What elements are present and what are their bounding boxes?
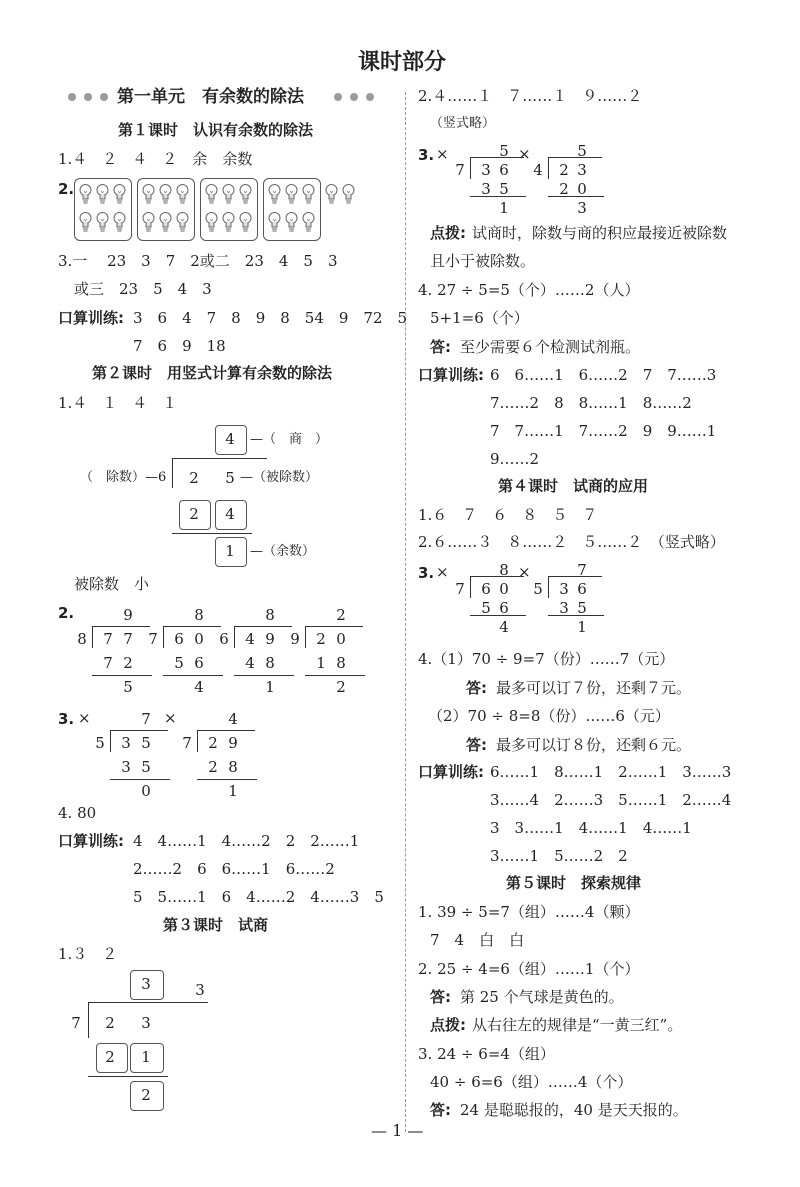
lesson3-q1: 1.３ ２: [58, 945, 118, 963]
lesson4-kousuan1: 6……1 8……1 2……1 3……3: [490, 763, 732, 781]
division-bracket: [110, 730, 111, 752]
lesson2-q2-num: 2.: [58, 604, 75, 622]
division-quotient: 5: [499, 142, 509, 160]
division-dividend-digit: 9: [228, 734, 238, 752]
division-dividend-digit: 6: [481, 580, 491, 598]
remainder: 1: [225, 542, 235, 560]
division-dividend-digit: 2: [316, 630, 326, 648]
division-bar: [92, 626, 150, 627]
bulb-icon: [113, 183, 126, 205]
bulb-icon: [96, 183, 109, 205]
division-dividend-digit: 3: [577, 161, 587, 179]
hint-label: 点拨:: [430, 224, 466, 242]
lesson5-q3b: 40 ÷ 6=6（组）……4（个）: [430, 1073, 633, 1091]
division-dividend-digit: 3: [559, 580, 569, 598]
division-quotient: 8: [265, 606, 275, 624]
division-remainder: 4: [194, 678, 204, 696]
kousuan-label: 口算训练:: [418, 763, 484, 781]
division-product-digit: 6: [194, 654, 204, 672]
division-product-digit: 7: [103, 654, 113, 672]
division-quotient: 5: [577, 142, 587, 160]
division-product-digit: 2: [208, 758, 218, 776]
decor-dot: [84, 93, 92, 101]
division-bracket: [172, 458, 173, 488]
cont-q3-num: 3.: [418, 146, 435, 164]
division-product-digit: 8: [228, 758, 238, 776]
page-title: 课时部分: [358, 50, 447, 75]
lesson3-heading: 第３课时 试商: [163, 916, 269, 934]
lesson1-kousuan2: 7 6 9 18: [133, 337, 226, 355]
division-product-digit: 0: [577, 180, 587, 198]
wrong-mark: ×: [518, 145, 531, 163]
kousuan-label: 口算训练:: [418, 366, 484, 384]
division-product-digit: 3: [559, 599, 569, 617]
product-digit: 1: [141, 1048, 151, 1066]
division-product-digit: 3: [121, 758, 131, 776]
wrong-mark: ×: [436, 563, 449, 581]
division-product-digit: 3: [481, 180, 491, 198]
wrong-mark: ×: [164, 709, 177, 727]
division-subtract-line: [548, 615, 604, 616]
division-quotient: 8: [499, 561, 509, 579]
division-bar: [110, 730, 168, 731]
bulb-icon: [142, 211, 155, 233]
division-bar: [305, 626, 363, 627]
lesson2-q3-num: 3.: [58, 710, 75, 728]
cont-kousuan2: 7……2 8 8……1 8……2: [490, 394, 692, 412]
bulb-icon: [239, 211, 252, 233]
bulb-icon: [205, 183, 218, 205]
lesson5-q2-hint: 从右往左的规律是“一黄三红”。: [472, 1016, 683, 1034]
answer-label: 答:: [430, 988, 451, 1006]
unit-title: 第一单元 有余数的除法: [117, 87, 304, 107]
bulb-icon: [79, 211, 92, 233]
division-dividend-digit: 2: [559, 161, 569, 179]
division-bracket: [88, 1002, 89, 1038]
lesson5-q3-answer: 24 是聪聪报的，40 是天天报的。: [460, 1101, 688, 1119]
division-product-digit: 5: [174, 654, 184, 672]
lesson5-q1b: 7 4 白 白: [430, 931, 525, 949]
subtract-line: [88, 1076, 168, 1077]
wrong-mark: ×: [518, 563, 531, 581]
division-subtract-line: [470, 615, 526, 616]
subtract-line: [172, 533, 252, 534]
bulb-icon: [268, 211, 281, 233]
division-bracket: [548, 576, 549, 598]
kousuan-label: 口算训练:: [58, 309, 124, 327]
remainder-label: —（余数）: [250, 544, 316, 559]
lesson4-kousuan4: 3……1 5……2 2: [490, 847, 628, 865]
division-product-digit: 2: [123, 654, 133, 672]
bulb-icon: [285, 211, 298, 233]
division-product-digit: 1: [316, 654, 326, 672]
division-dividend-digit: 9: [265, 630, 275, 648]
division-divisor: 6: [219, 630, 229, 648]
lesson4-kousuan2: 3……4 2……3 5……1 2……4: [490, 791, 732, 809]
division-remainder: 1: [228, 782, 238, 800]
division-remainder: 2: [336, 678, 346, 696]
division-dividend-digit: 0: [336, 630, 346, 648]
decor-dot: [100, 93, 108, 101]
wrong-mark: ×: [436, 145, 449, 163]
division-dividend-digit: 6: [174, 630, 184, 648]
lesson1-heading: 第１课时 认识有余数的除法: [118, 121, 314, 139]
division-subtract-line: [470, 196, 526, 197]
division-divisor: 9: [290, 630, 300, 648]
lesson1-q2-num: 2.: [58, 180, 75, 198]
division-remainder: 1: [577, 618, 587, 636]
dividend-label: —（被除数）: [240, 470, 319, 485]
answer-label: 答:: [430, 338, 451, 356]
lesson1-q3b: 或三 23 5 4 3: [74, 280, 212, 298]
division-divisor: 5: [533, 580, 543, 598]
division-divisor: 7: [182, 734, 192, 752]
bulb-icon: [302, 183, 315, 205]
bulb-icon: [205, 211, 218, 233]
divisor: 7: [71, 1014, 81, 1032]
product-digit: 4: [225, 505, 235, 523]
division-product-digit: 8: [336, 654, 346, 672]
division-dividend-digit: 3: [121, 734, 131, 752]
lesson4-q4a: 4.（1）70 ÷ 9=7（份）……7（元）: [418, 650, 675, 668]
page-number: — 1 —: [371, 1121, 424, 1140]
lesson4-q4b-answer: 最多可以订８份，还剩６元。: [496, 736, 692, 754]
lesson5-q2: 2. 25 ÷ 4=6（组）……1（个）: [418, 960, 640, 978]
division-quotient: 7: [577, 561, 587, 579]
lesson2-q1: 1.４ １ ４ １: [58, 394, 178, 412]
answer-label: 答:: [430, 1101, 451, 1119]
dividend-digit: 2: [105, 1014, 115, 1032]
bulb-icon: [113, 211, 126, 233]
division-bar: [548, 576, 602, 577]
lesson4-q3-num: 3.: [418, 564, 435, 582]
division-divisor: 5: [95, 734, 105, 752]
kousuan-label: 口算训练:: [58, 832, 124, 850]
division-subtract-line: [197, 779, 257, 780]
division-bar: [548, 157, 602, 158]
lesson2-q4: 4. 80: [58, 804, 97, 822]
cont-hint2: 且小于被除数。: [430, 252, 536, 270]
division-remainder: 0: [141, 782, 151, 800]
dividend-digit: 5: [225, 469, 235, 487]
decor-dot: [366, 93, 374, 101]
quotient-side: 3: [195, 981, 205, 999]
lesson2-kousuan3: 5 5……1 6 4……2 4……3 5: [133, 888, 384, 906]
division-dividend-digit: 2: [208, 734, 218, 752]
cont-kousuan4: 9……2: [490, 450, 540, 468]
bulb-icon: [222, 211, 235, 233]
division-divisor: 8: [77, 630, 87, 648]
cont-q4b: 5+1=6（个）: [430, 309, 529, 327]
division-dividend-digit: 7: [103, 630, 113, 648]
lesson2-after: 被除数 小: [74, 575, 150, 593]
division-bracket: [305, 626, 306, 648]
answer-label: 答:: [466, 679, 487, 697]
division-divisor: 4: [533, 161, 543, 179]
hint-label: 点拨:: [430, 1016, 466, 1034]
quotient: 3: [141, 975, 151, 993]
remainder: 2: [141, 1086, 151, 1104]
divisor-label: （ 除数）—6: [80, 470, 167, 485]
lesson1-q1: 1.４ ２ ４ ２ 余 余数: [58, 150, 253, 168]
bulb-icon: [302, 211, 315, 233]
division-bracket: [234, 626, 235, 648]
lesson2-kousuan2: 2……2 6 6……1 6……2: [133, 860, 335, 878]
cont-q2: 2.４……１ ７……１ ９……２: [418, 87, 643, 105]
division-remainder: 3: [577, 199, 587, 217]
lesson4-q4a-answer: 最多可以订７份，还剩７元。: [496, 679, 692, 697]
bulb-icon: [176, 183, 189, 205]
lesson2-heading: 第２课时 用竖式计算有余数的除法: [92, 364, 333, 382]
division-remainder: 4: [499, 618, 509, 636]
column-divider: [405, 92, 406, 1132]
dividend-digit: 3: [141, 1014, 151, 1032]
bulb-icon: [159, 183, 172, 205]
lesson4-q1: 1.６ ７ ６ ８ ５ ７: [418, 506, 598, 524]
product-digit: 2: [105, 1048, 115, 1066]
division-subtract-line: [92, 675, 152, 676]
division-quotient: 7: [141, 710, 151, 728]
lesson4-kousuan3: 3 3……1 4……1 4……1: [490, 819, 692, 837]
division-bracket: [548, 157, 549, 179]
division-subtract-line: [305, 675, 365, 676]
division-dividend-digit: 4: [245, 630, 255, 648]
division-dividend-digit: 6: [577, 580, 587, 598]
lesson5-heading: 第５课时 探索规律: [506, 874, 642, 892]
division-bar: [163, 626, 221, 627]
division-bracket: [163, 626, 164, 648]
bulb-icon: [342, 183, 355, 205]
quotient: 4: [225, 430, 235, 448]
answer-label: 答:: [466, 736, 487, 754]
division-bar: [197, 730, 255, 731]
lesson1-kousuan1: 3 6 4 7 8 9 8 54 9 72 5: [133, 309, 408, 327]
bulb-icon: [176, 211, 189, 233]
bulb-icon: [79, 183, 92, 205]
bulb-icon: [142, 183, 155, 205]
dividend-digit: 2: [189, 469, 199, 487]
division-bracket: [470, 157, 471, 179]
division-product-digit: 5: [499, 180, 509, 198]
division-quotient: 4: [228, 710, 238, 728]
lesson5-q1a: 1. 39 ÷ 5=7（组）……4（颗）: [418, 903, 640, 921]
bulb-icon: [239, 183, 252, 205]
cont-q4a: 4. 27 ÷ 5=5（个）……2（人）: [418, 281, 640, 299]
lesson4-q2: 2.６……３ ８……２ ５……２ （竖式略）: [418, 533, 725, 551]
bulb-icon: [268, 183, 281, 205]
division-dividend-digit: 0: [194, 630, 204, 648]
division-quotient: 8: [194, 606, 204, 624]
bulb-icon: [159, 211, 172, 233]
division-bracket: [470, 576, 471, 598]
cont-kousuan1: 6 6……1 6……2 7 7……3: [490, 366, 717, 384]
division-dividend-digit: 7: [123, 630, 133, 648]
division-subtract-line: [234, 675, 294, 676]
lesson5-q2-answer: 第 25 个气球是黄色的。: [460, 988, 624, 1006]
decor-dot: [68, 93, 76, 101]
division-subtract-line: [548, 196, 604, 197]
division-remainder: 5: [123, 678, 133, 696]
division-bar: [234, 626, 292, 627]
division-dividend-digit: 0: [499, 580, 509, 598]
division-bar: [172, 458, 267, 459]
division-bar: [470, 157, 524, 158]
bulb-icon: [222, 183, 235, 205]
bulb-icon: [96, 211, 109, 233]
cont-hint1: 试商时，除数与商的积应最接近被除数: [472, 224, 728, 242]
decor-dot: [350, 93, 358, 101]
division-subtract-line: [163, 675, 223, 676]
division-dividend-digit: 3: [481, 161, 491, 179]
bulb-icon: [325, 183, 338, 205]
division-divisor: 7: [148, 630, 158, 648]
division-bar: [470, 576, 524, 577]
cont-q2b: （竖式略）: [430, 116, 496, 131]
division-divisor: 7: [455, 580, 465, 598]
lesson4-q4b: （2）70 ÷ 8=8（份）……6（元）: [428, 707, 670, 725]
division-remainder: 1: [265, 678, 275, 696]
division-bar: [88, 1002, 208, 1003]
lesson4-heading: 第４课时 试商的应用: [498, 477, 649, 495]
cont-q4-answer: 至少需要６个检测试剂瓶。: [460, 338, 641, 356]
division-dividend-digit: 5: [141, 734, 151, 752]
division-product-digit: 8: [265, 654, 275, 672]
decor-dot: [334, 93, 342, 101]
division-bracket: [92, 626, 93, 648]
quotient-label: —（ 商 ）: [250, 432, 329, 447]
division-quotient: 9: [123, 606, 133, 624]
division-product-digit: 2: [559, 180, 569, 198]
wrong-mark: ×: [78, 709, 91, 727]
division-quotient: 2: [336, 606, 346, 624]
bulb-icon: [285, 183, 298, 205]
division-bracket: [197, 730, 198, 752]
division-subtract-line: [110, 779, 170, 780]
product-digit: 2: [189, 505, 199, 523]
cont-kousuan3: 7 7……1 7……2 9 9……1: [490, 422, 717, 440]
division-remainder: 1: [499, 199, 509, 217]
division-product-digit: 6: [499, 599, 509, 617]
division-divisor: 7: [455, 161, 465, 179]
lesson5-q3a: 3. 24 ÷ 6=4（组）: [418, 1045, 555, 1063]
lesson2-kousuan1: 4 4……1 4……2 2 2……1: [133, 832, 360, 850]
division-product-digit: 5: [141, 758, 151, 776]
division-product-digit: 5: [481, 599, 491, 617]
division-product-digit: 4: [245, 654, 255, 672]
division-product-digit: 5: [577, 599, 587, 617]
division-dividend-digit: 6: [499, 161, 509, 179]
lesson1-q3a: 3.一 23 3 7 2或二 23 4 5 3: [58, 252, 338, 270]
